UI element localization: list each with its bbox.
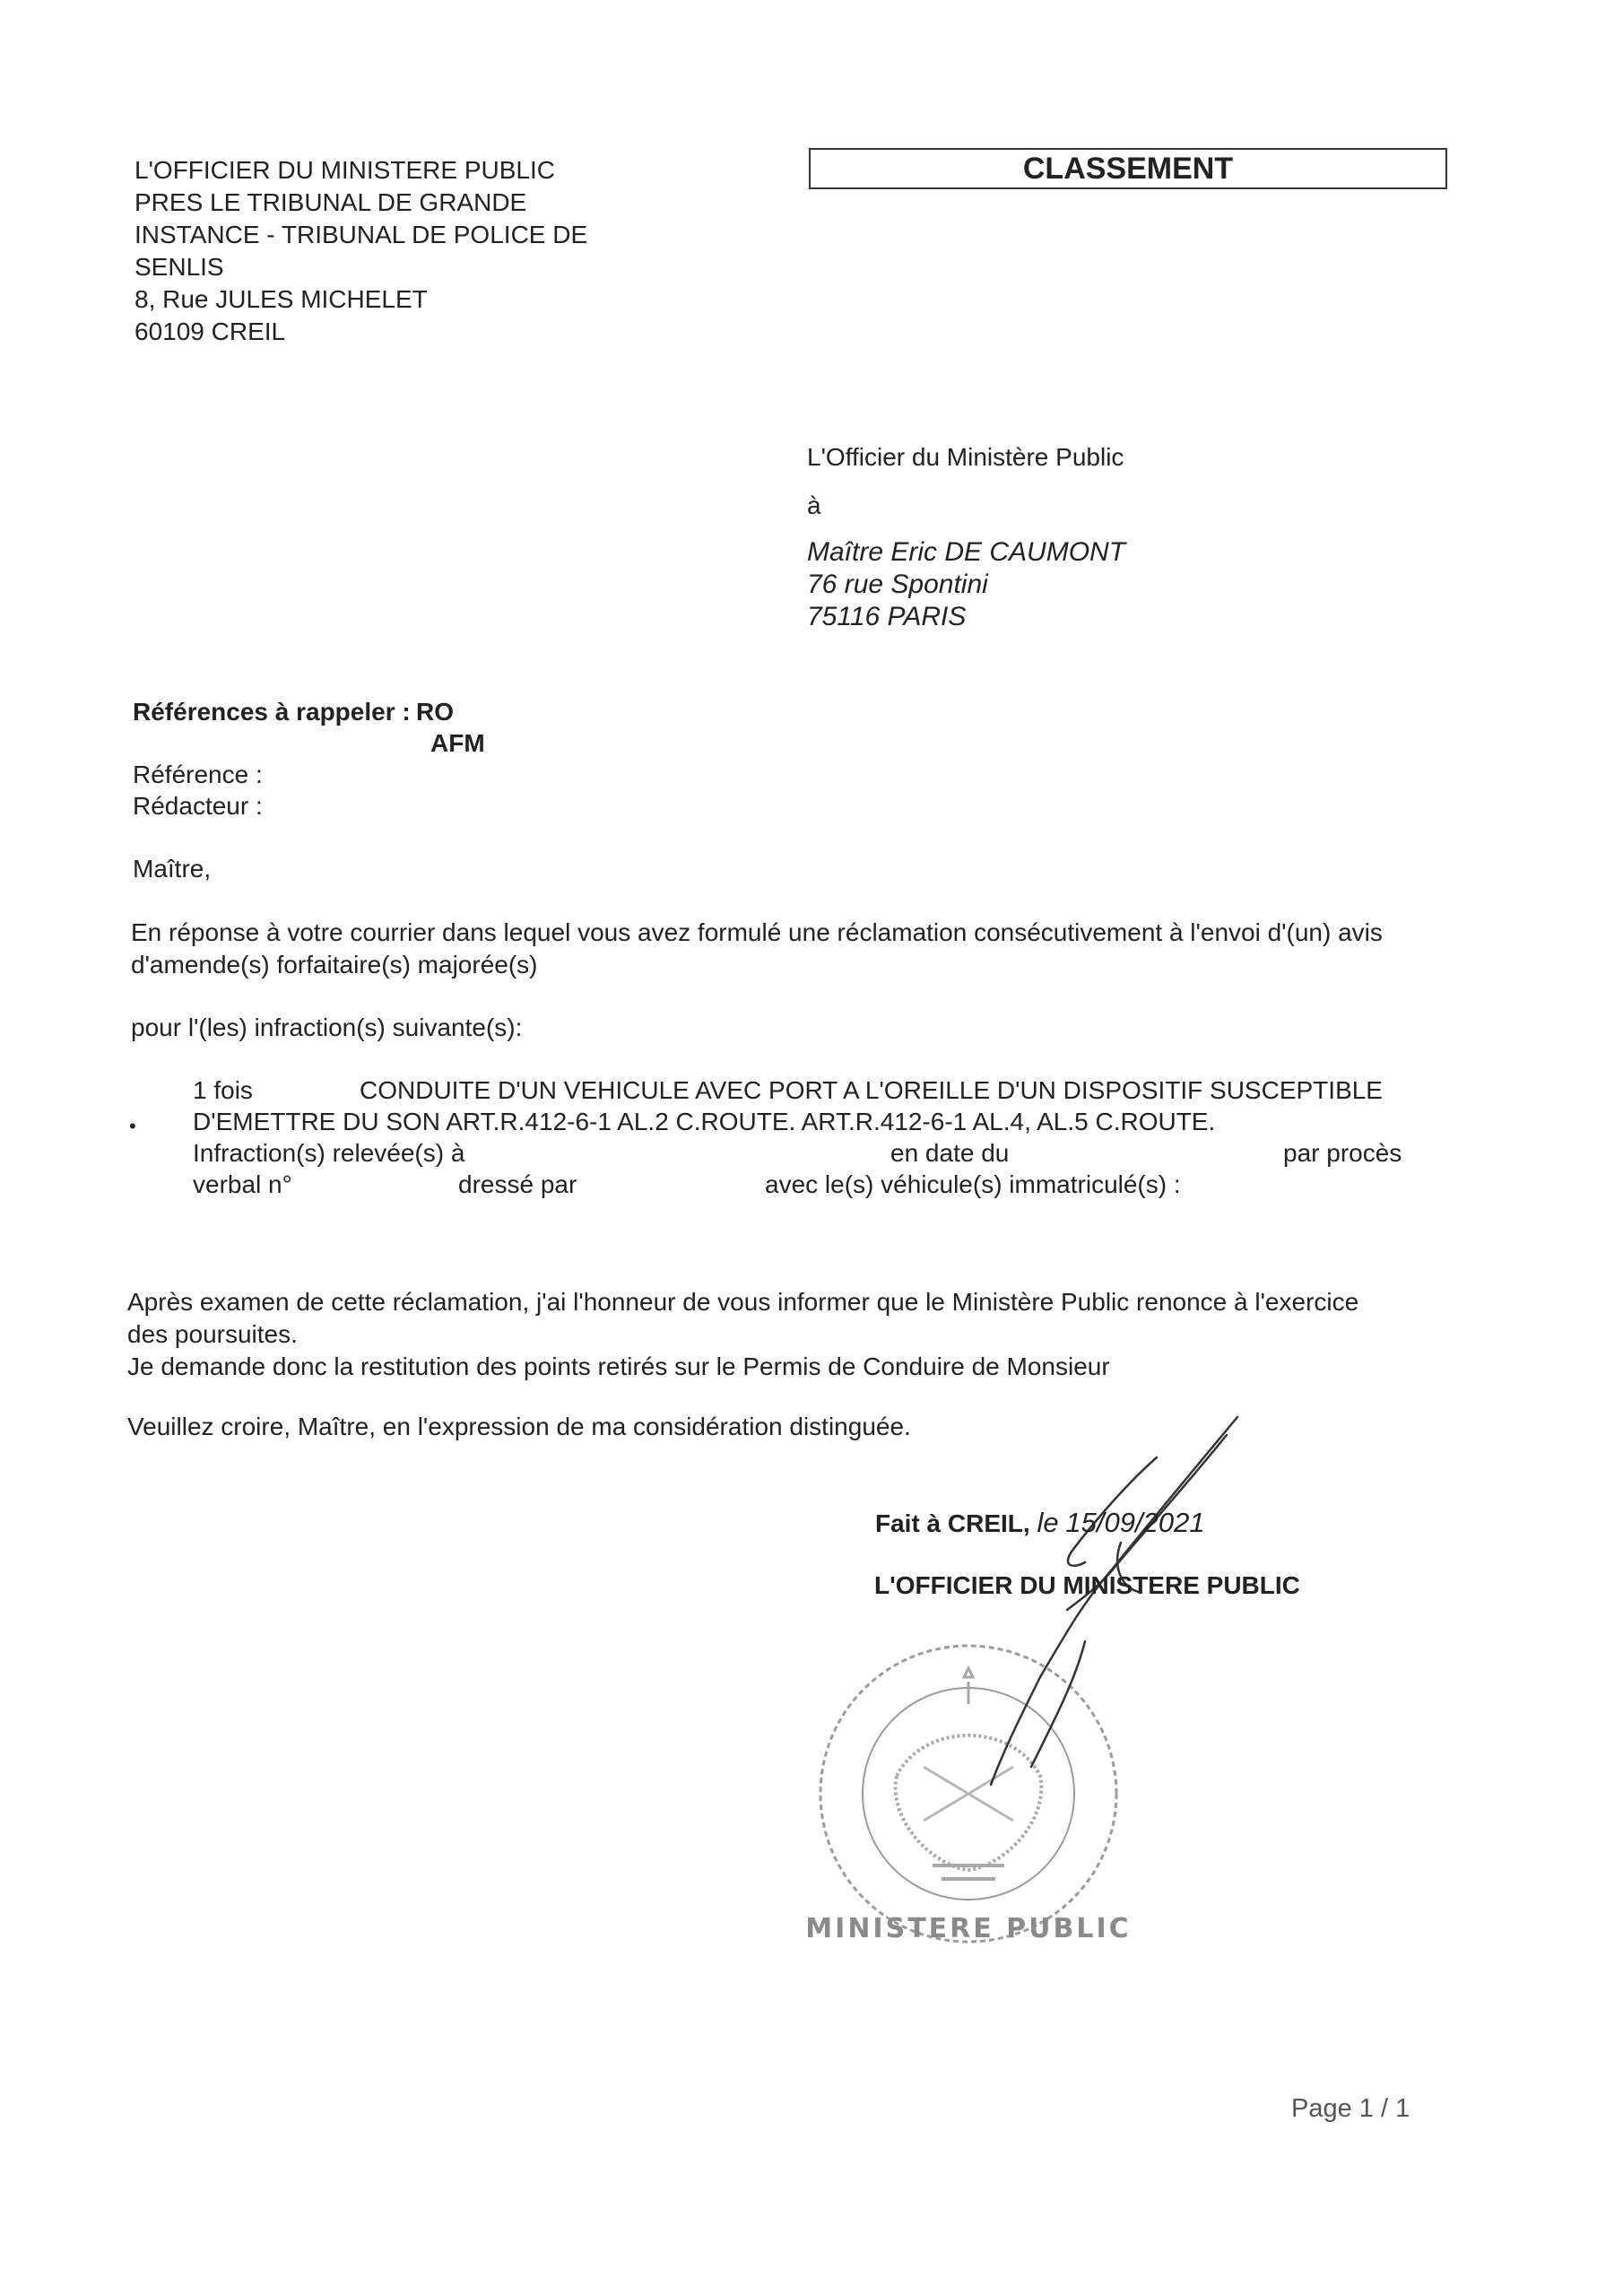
salutation: Maître, — [133, 855, 212, 883]
sender-line: 60109 CREIL — [135, 317, 286, 345]
svg-text:MINISTERE PUBLIC: MINISTERE PUBLIC — [805, 1913, 1132, 1944]
infraction-description: D'EMETTRE DU SON ART.R.412-6-1 AL.2 C.ROUTE. ART.R.412-6-1 AL.4, AL.5 C.ROUTE. — [193, 1108, 1216, 1135]
sender-line: SENLIS — [135, 253, 224, 281]
references-label: Références à rappeler : — [133, 698, 411, 726]
signature-date: 15/09/2021 — [1065, 1507, 1205, 1538]
fait-a-label: Fait à CREIL, — [875, 1509, 1030, 1537]
paragraph-intro: En réponse à votre courrier dans lequel vous avez formulé une réclamation consécutivement à l'envoi d'(un) avis d'amende(s) forfaitaire(s) majorée(s) — [131, 918, 1383, 978]
infraction-date-label: en date du — [890, 1139, 1010, 1167]
sender-line: 8, Rue JULES MICHELET — [135, 285, 428, 313]
recipient-from: L'Officier du Ministère Public — [807, 443, 1124, 471]
sender-line: PRES LE TRIBUNAL DE GRANDE — [135, 188, 527, 216]
conclusion-line: Je demande donc la restitution des points retirés sur le Permis de Conduire de Monsieur — [127, 1352, 1110, 1380]
sender-address — [135, 154, 673, 348]
infraction-releve: Infraction(s) relevée(s) à — [193, 1139, 465, 1167]
officer-title: L'OFFICIER DU MINISTERE PUBLIC — [874, 1571, 1300, 1599]
signature — [986, 1408, 1255, 1839]
paragraph-conclusion — [127, 1286, 1526, 1383]
infraction-description: CONDUITE D'UN VEHICULE AVEC PORT A L'OREILLE D'UN DISPOSITIF SUSCEPTIBLE — [360, 1076, 1383, 1104]
infraction-vehicule-label: avec le(s) véhicule(s) immatriculé(s) : — [765, 1170, 1181, 1198]
infraction-dresse-label: dressé par — [458, 1170, 577, 1198]
infraction-verbal-label: verbal n° — [193, 1170, 292, 1198]
sender-line: L'OFFICIER DU MINISTERE PUBLIC — [135, 156, 555, 184]
redacteur-label: Rédacteur : — [133, 792, 263, 820]
closing-formula: Veuillez croire, Maître, en l'expression de ma considération distinguée. — [127, 1413, 911, 1440]
recipient-address-line: 76 rue Spontini — [807, 570, 988, 599]
le-label: le — [1037, 1507, 1059, 1538]
reference-label: Référence : — [133, 761, 263, 788]
fait-a-line — [875, 1507, 1205, 1540]
recipient-address — [807, 536, 1125, 633]
sender-line: INSTANCE - TRIBUNAL DE POLICE DE — [135, 221, 588, 248]
infraction-bullet: • — [129, 1115, 136, 1137]
recipient-address-line: Maître Eric DE CAUMONT — [807, 537, 1126, 567]
recipient-a: à — [807, 491, 821, 519]
paragraph-infractions: pour l'(les) infraction(s) suivante(s): — [131, 1013, 523, 1041]
references-value-ro: RO — [416, 698, 454, 726]
page-number: Page 1 / 1 — [1291, 2094, 1410, 2123]
infraction-proces-label: par procès — [1283, 1139, 1402, 1167]
classement-badge: CLASSEMENT — [809, 148, 1447, 189]
conclusion-line: des poursuites. — [127, 1320, 298, 1348]
infraction-count: 1 fois — [193, 1076, 253, 1104]
references-value-afm: AFM — [430, 729, 485, 757]
recipient-address-line: 75116 PARIS — [807, 602, 967, 631]
conclusion-line: Après examen de cette réclamation, j'ai l'honneur de vous informer que le Ministère Public renonce à l'exercice — [127, 1288, 1359, 1316]
